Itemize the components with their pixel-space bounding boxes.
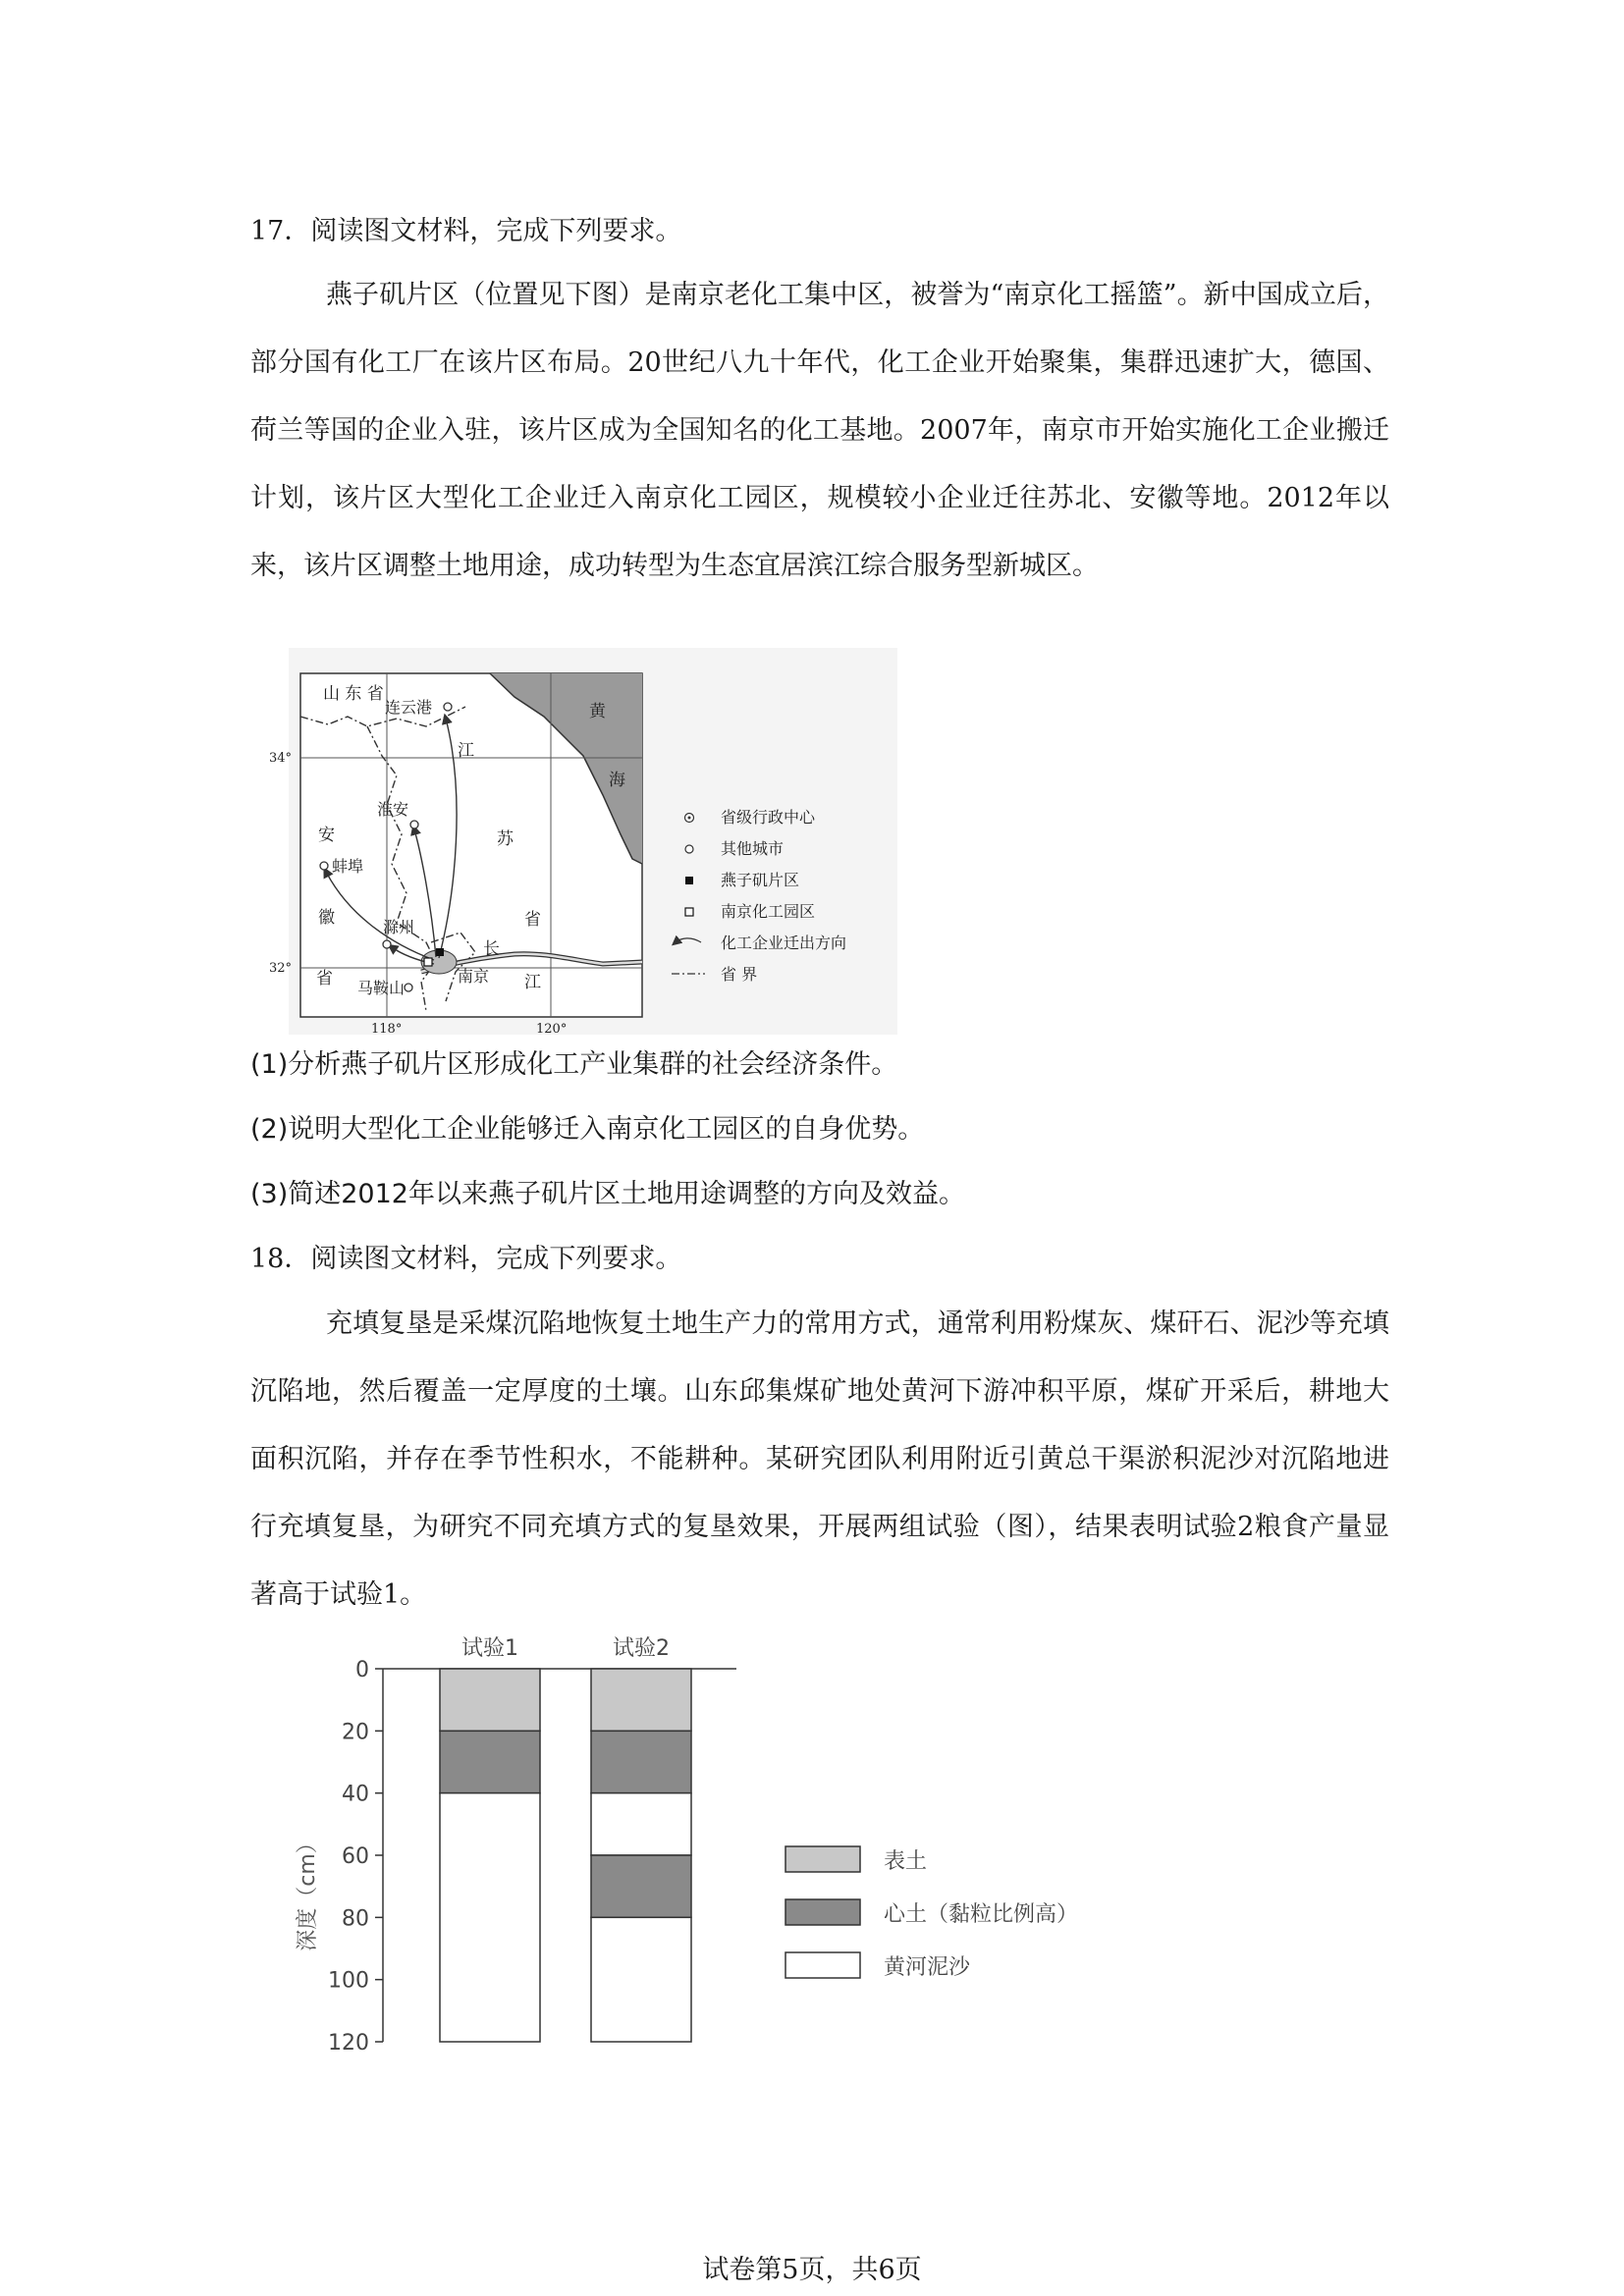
page-footer: 试卷第5页，共6页 <box>702 2255 922 2285</box>
label-jiang2: 江 <box>524 973 541 992</box>
label-shandong: 山 东 省 <box>323 684 384 704</box>
yanziji-marker <box>436 948 444 956</box>
label-su: 苏 <box>497 829 514 849</box>
q17-title: 17．阅读图文材料，完成下列要求。 <box>250 216 682 246</box>
tick-lat32: 32° <box>269 961 293 976</box>
q17-sub3: (3)简述2012年以来燕子矶片区土地用途调整的方向及效益。 <box>250 1179 965 1209</box>
legend-park-icon <box>685 908 693 916</box>
chart-legend <box>785 1846 1078 1980</box>
label-huaian: 淮安 <box>377 800 409 819</box>
q17-sub2: (2)说明大型化工企业能够迁入南京化工园区的自身优势。 <box>250 1114 925 1145</box>
label-hai: 海 <box>609 771 625 790</box>
y-tick-label: 100 <box>328 1968 369 1994</box>
q18-title: 18．阅读图文材料，完成下列要求。 <box>250 1244 682 1274</box>
label-maanshan: 马鞍山 <box>357 979 406 997</box>
q17-paragraph: 燕子矶片区（位置见下图）是南京老化工集中区，被誉为“南京化工摇篮”。新中国成立后，部分国有化工厂在该片区布局。20世纪八九十年代，化工企业开始聚集，集群迅速扩大，德国、荷兰等国的企业入驻，该片区成为全国知名的化工基地。2007年，南京市开始实施化工企业搬迁计划，该片区大型化工企业迁入南京化工园区，规模较小企业迁往苏北、安徽等地。2012年以来，该片区调整土地用途，成功转型为生态宜居滨江综合服务型新城区。 <box>250 280 1389 581</box>
legend-label: 表土 <box>884 1849 928 1874</box>
label-lianyungang: 连云港 <box>385 698 433 717</box>
maanshan-marker <box>405 984 412 991</box>
y-tick-label: 60 <box>342 1844 369 1869</box>
label-chang: 长 <box>483 939 500 959</box>
category-label: 试验1 <box>461 1636 518 1661</box>
bar-column-1 <box>440 1636 540 2042</box>
legend-item: 其他城市 <box>721 839 785 858</box>
legend-yanziji-icon <box>685 877 693 884</box>
bar-segment <box>591 1793 691 1855</box>
y-tick-label: 20 <box>342 1720 369 1745</box>
q17-sub1: (1)分析燕子矶片区形成化工产业集群的社会经济条件。 <box>250 1049 898 1080</box>
tick-lon120: 120° <box>536 1022 568 1037</box>
bar-column-2 <box>591 1636 691 2042</box>
label-sheng-js: 省 <box>524 910 541 930</box>
label-chuzhou: 滁州 <box>383 918 415 936</box>
bar-segment <box>440 1731 540 1792</box>
tick-lon118: 118° <box>371 1022 403 1037</box>
y-axis-label: 深度（cm） <box>296 1832 320 1951</box>
label-sheng-ah: 省 <box>316 969 333 988</box>
legend-swatch <box>785 1952 860 1978</box>
jiangsu-map <box>269 648 897 1037</box>
legend-swatch <box>785 1899 860 1925</box>
bengbu-marker <box>320 862 328 870</box>
legend-item: 化工企业迁出方向 <box>721 934 847 952</box>
q18-paragraph: 充填复垦是采煤沉陷地恢复土地生产力的常用方式，通常利用粉煤灰、煤矸石、泥沙等充填沉陷地，然后覆盖一定厚度的土壤。山东邱集煤矿地处黄河下游冲积平原，煤矿开采后，耕地大面积沉陷，并存在季节性积水，不能耕种。某研究团队利用附近引黄总干渠淤积泥沙对沉陷地进行充填复垦，为研究不同充填方式的复垦效果，开展两组试验（图），结果表明试验2粮食产量显著高于试验1。 <box>250 1308 1389 1610</box>
label-jiang: 江 <box>458 741 474 761</box>
bar-segment <box>440 1669 540 1731</box>
legend-item: 省 界 <box>721 965 758 984</box>
label-bengbu: 蚌埠 <box>332 857 364 876</box>
y-tick-label: 0 <box>355 1658 369 1682</box>
label-nanjing: 南京 <box>458 967 490 986</box>
chem-park-marker <box>424 958 432 966</box>
label-an: 安 <box>318 826 335 845</box>
y-tick-label: 40 <box>342 1782 369 1807</box>
legend-item: 省级行政中心 <box>721 808 816 827</box>
legend-item: 燕子矶片区 <box>721 871 800 889</box>
tick-lat34: 34° <box>269 751 293 766</box>
bar-segment <box>591 1855 691 1917</box>
bar-segment <box>440 1793 540 2042</box>
legend-label: 心土（黏粒比例高） <box>884 1902 1079 1927</box>
legend-label: 黄河泥沙 <box>884 1955 971 1980</box>
legend-item: 南京化工园区 <box>721 902 816 921</box>
label-hui: 徽 <box>318 908 335 928</box>
y-tick-label: 80 <box>342 1906 369 1932</box>
category-label: 试验2 <box>613 1636 670 1661</box>
chuzhou-marker <box>383 940 391 948</box>
lianyungang-marker <box>444 703 452 711</box>
bars <box>440 1636 691 2042</box>
bar-segment <box>591 1917 691 2042</box>
huaian-marker <box>410 821 418 828</box>
bar-segment <box>591 1669 691 1731</box>
soil-profile-chart <box>275 1625 1119 2076</box>
legend-swatch <box>785 1846 860 1872</box>
bar-segment <box>591 1731 691 1792</box>
y-tick-label: 120 <box>328 2031 369 2056</box>
label-huang: 黄 <box>589 702 606 721</box>
legend-city-icon <box>685 845 693 853</box>
